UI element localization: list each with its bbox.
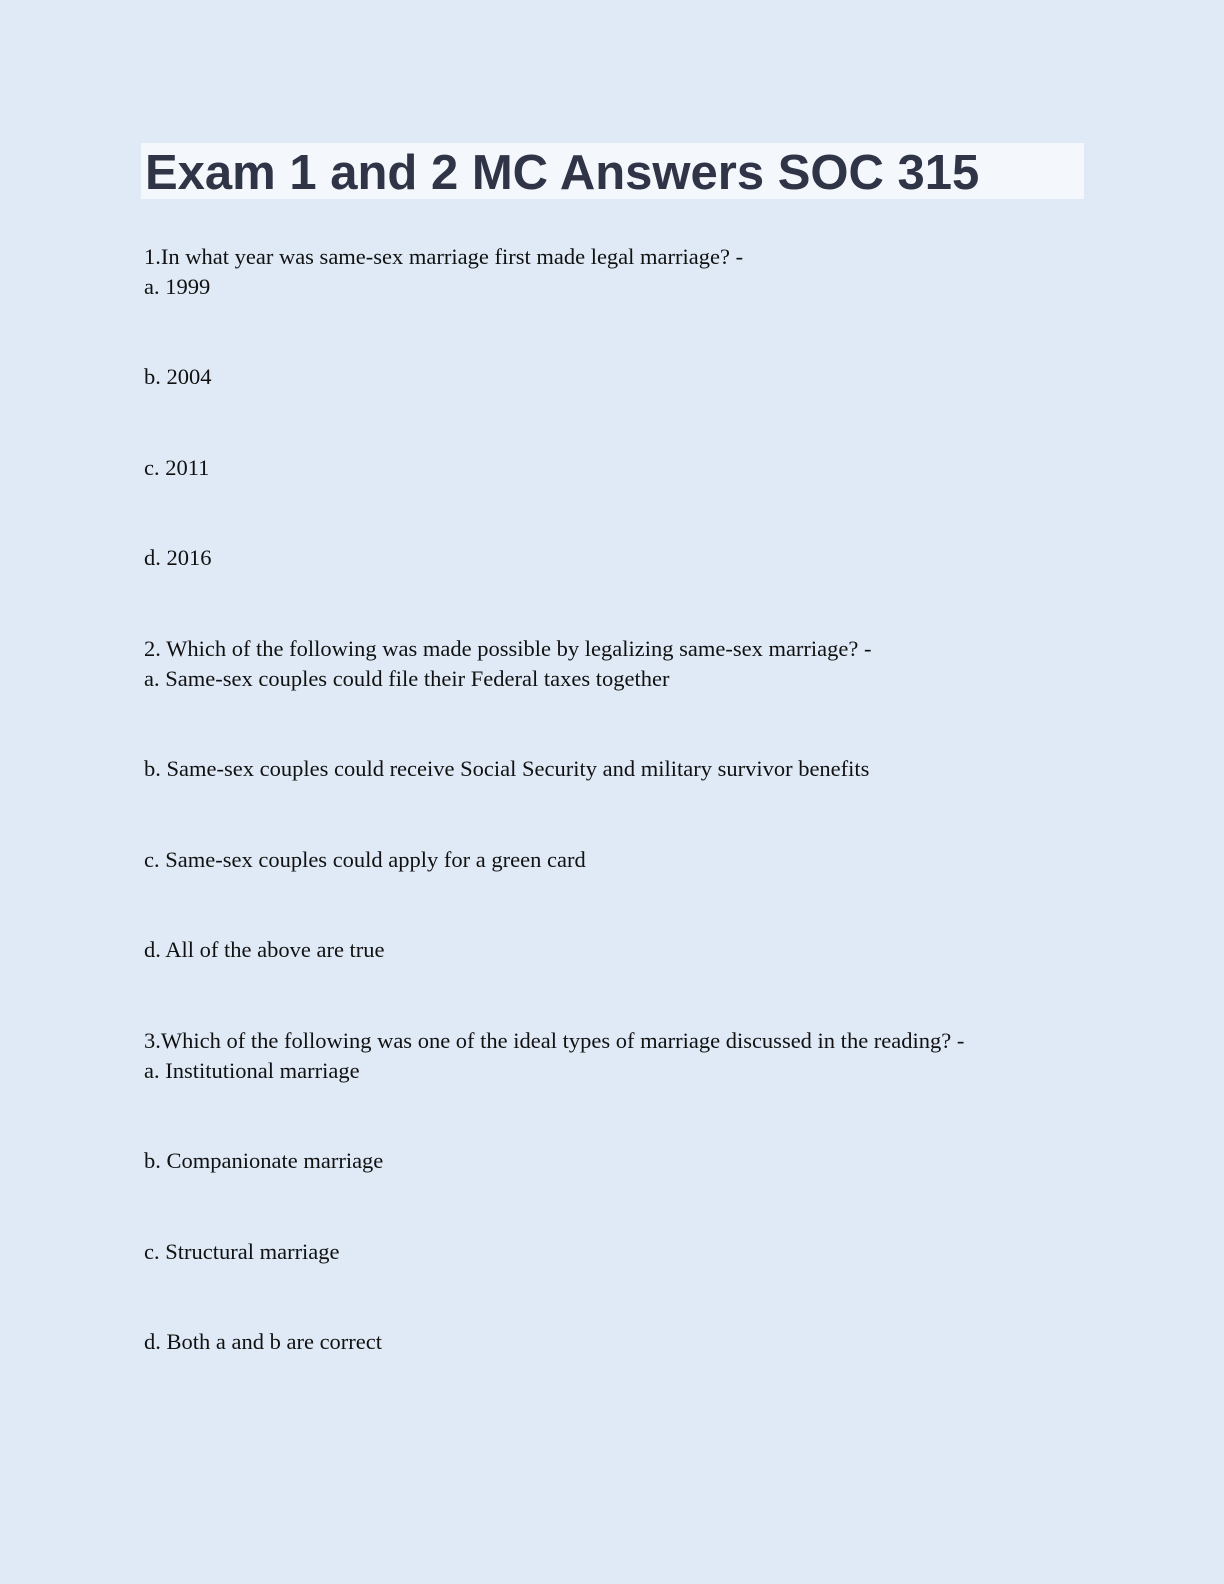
question-1-option-d: d. 2016 [144, 545, 212, 570]
question-1-option-b: b. 2004 [144, 364, 212, 389]
document-title: Exam 1 and 2 MC Answers SOC 315 [145, 146, 980, 200]
question-3-option-b: b. Companionate marriage [144, 1148, 384, 1173]
question-3-text: 3.Which of the following was one of the ideal types of marriage discussed in the reading? - [144, 1028, 965, 1053]
question-1-option-c: c. 2011 [144, 455, 210, 480]
question-3-option-a: a. Institutional marriage [144, 1058, 360, 1083]
question-2-option-a: a. Same-sex couples could file their Federal taxes together [144, 666, 670, 691]
question-3-option-c: c. Structural marriage [144, 1239, 340, 1264]
question-2-option-b: b. Same-sex couples could receive Social Security and military survivor benefits [144, 756, 870, 781]
title-banner [141, 143, 1084, 199]
question-1-option-a: a. 1999 [144, 274, 211, 299]
question-2-option-d: d. All of the above are true [144, 937, 385, 962]
question-3-option-d: d. Both a and b are correct [144, 1329, 383, 1354]
question-2-text: 2. Which of the following was made possible by legalizing same-sex marriage? - [144, 636, 872, 661]
question-1-text: 1.In what year was same-sex marriage first made legal marriage? - [144, 244, 744, 269]
question-2-option-c: c. Same-sex couples could apply for a green card [144, 847, 586, 872]
